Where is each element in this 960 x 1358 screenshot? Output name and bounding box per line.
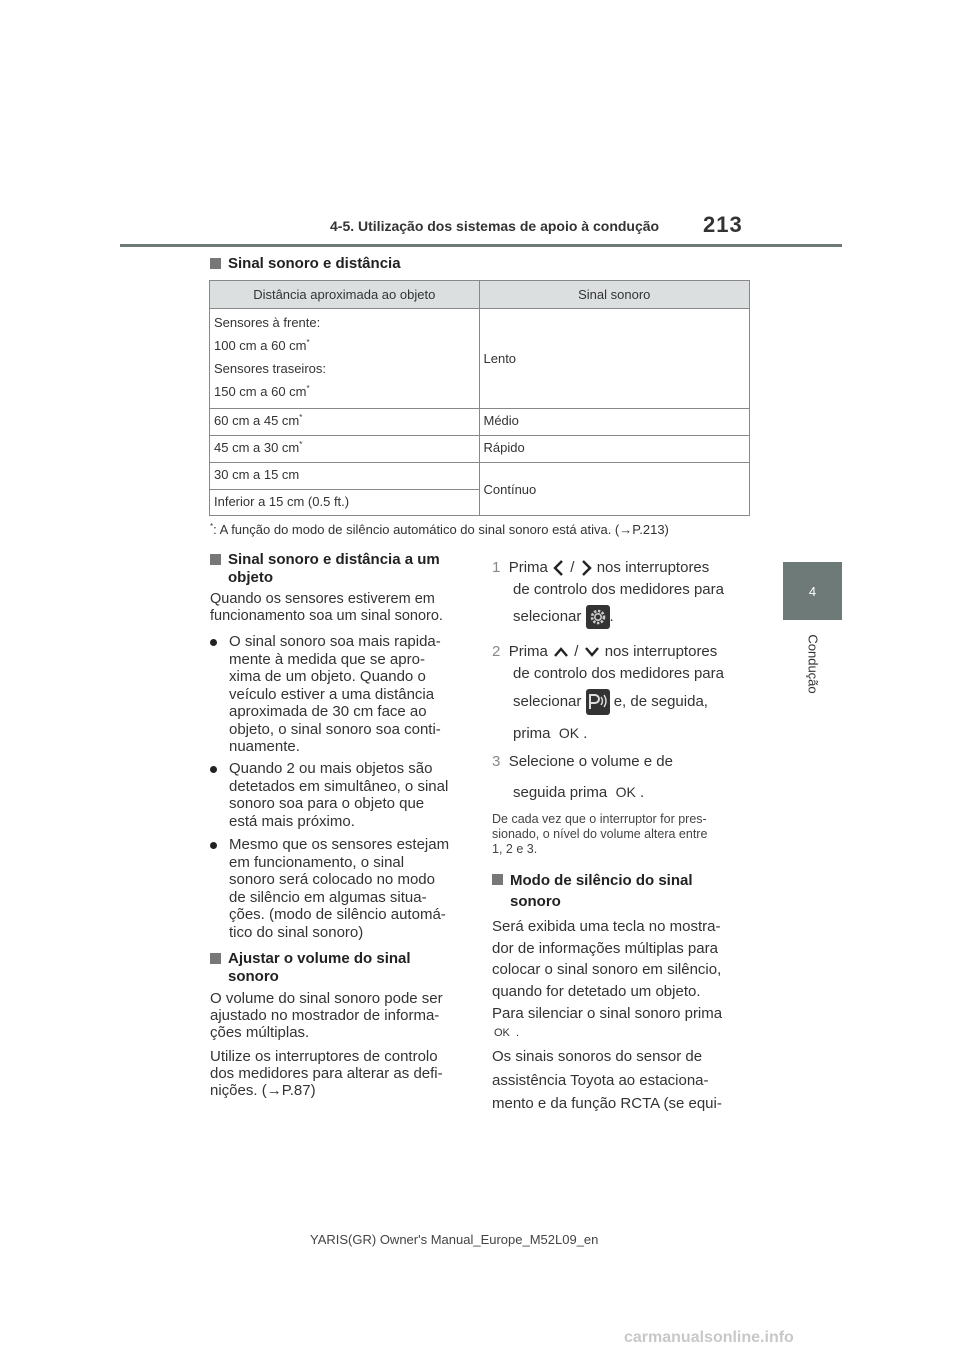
step-3-line2: seguida prima OK . — [513, 784, 645, 801]
ok-button-glyph: OK — [558, 725, 580, 741]
heading-adjust-volume: Ajustar o volume do sinal sonoro — [210, 950, 470, 986]
heading-silence-mode: Modo de silêncio do sinal sonoro — [492, 870, 752, 912]
bullet-dot-icon — [210, 842, 217, 849]
table-cell: Inferior a 15 cm (0.5 ft.) — [210, 490, 480, 516]
chapter-tab: 4 — [783, 562, 842, 620]
sensor-paragraph: Os sinais sonoros do sensor de assistência Toyota ao estaciona- mento e da função RCTA (se equi- — [492, 1048, 722, 1113]
bullet-dot-icon — [210, 639, 217, 646]
table-cell: Rápido — [479, 436, 750, 463]
bullet-dot-icon — [210, 766, 217, 773]
chevron-down-icon — [583, 644, 601, 660]
square-bullet-icon — [210, 554, 221, 565]
table-cell: 30 cm a 15 cm — [210, 463, 480, 490]
ok-button-glyph: OK — [615, 784, 636, 800]
step-1-line2: de controlo dos medidores para — [513, 581, 724, 598]
table-heading: Sinal sonoro e distância — [210, 255, 510, 273]
step-2: 2 Prima / nos interruptores — [492, 643, 718, 660]
list-item: O sinal sonoro soa mais rapida- mente à medida que se apro- xima de um objeto. Quando o veículo estiver a uma distância aproximada de 30 cm face ao objeto, o sinal sonoro soa conti- nuamente. — [210, 633, 470, 756]
table-cell: 60 cm a 45 cm* — [210, 409, 480, 436]
table-cell: Médio — [479, 409, 750, 436]
list-item: Quando 2 ou mais objetos são detetados em simultâneo, o sinal sonoro soa para o objeto que está mais próximo. — [210, 760, 470, 830]
step-2-line4: prima OK . — [513, 725, 588, 742]
ok-inline: OK . — [494, 1027, 520, 1039]
silence-paragraph: Será exibida uma tecla no mostra- dor de informações múltiplas para colocar o sinal sonoro em silêncio, quando for detetado um objeto. Para silenciar o sinal sonoro prima — [492, 918, 723, 1022]
table-cell: Sensores à frente: 100 cm a 60 cm* Sensores traseiros: 150 cm a 60 cm* — [210, 309, 480, 409]
table-cell: Lento — [479, 309, 750, 409]
step-3: 3 Selecione o volume e de — [492, 753, 673, 770]
step-1: 1 Prima / nos interruptores — [492, 558, 709, 578]
step-1-line3: selecionar . — [513, 605, 614, 629]
table-cell: Contínuo — [479, 463, 750, 516]
page-footer: YARIS(GR) Owner's Manual_Europe_M52L09_en — [310, 1232, 599, 1247]
table-cell: 45 cm a 30 cm* — [210, 436, 480, 463]
header-rule — [120, 244, 842, 247]
square-bullet-icon — [210, 258, 221, 269]
step-2-line3: selecionar e, de seguida, — [513, 689, 708, 715]
parking-sensor-icon — [586, 689, 610, 715]
chevron-left-icon — [552, 558, 566, 578]
volume-note: De cada vez que o interruptor for pres- sionado, o nível do volume altera entre 1, 2 e 3. — [492, 812, 708, 856]
square-bullet-icon — [210, 953, 221, 964]
chapter-label-text: Condução — [805, 634, 820, 694]
table-row — [210, 436, 750, 463]
chevron-up-icon — [552, 644, 570, 660]
table-row — [210, 463, 750, 490]
controls-paragraph: Utilize os interruptores de controlo dos medidores para alterar as defi- nições. (→P.87) — [210, 1048, 443, 1099]
intro-paragraph: Quando os sensores estiverem em funcionamento soa um sinal sonoro. — [210, 591, 443, 624]
table-row — [210, 409, 750, 436]
table-row — [210, 309, 750, 409]
chapter-label — [783, 628, 842, 708]
watermark: carmanualsonline.info — [624, 1329, 794, 1346]
chevron-right-icon — [579, 558, 593, 578]
square-bullet-icon — [492, 874, 503, 885]
volume-paragraph: O volume do sinal sonoro pode ser ajustado no mostrador de informa- ções múltiplas. — [210, 990, 443, 1041]
ok-button-glyph: OK — [494, 1027, 510, 1039]
section-title: 4-5. Utilização dos sistemas de apoio à condução — [330, 218, 660, 234]
column-header: Sinal sonoro — [479, 281, 750, 309]
column-header: Distância aproximada ao objeto — [210, 281, 480, 309]
gear-settings-icon — [586, 605, 610, 629]
table-footnote: *: A função do modo de silêncio automático do sinal sonoro está ativa. (→P.213) — [210, 522, 669, 537]
list-item: Mesmo que os sensores estejam em funcionamento, o sinal sonoro será colocado no modo de silêncio em algumas situa- ções. (modo de silêncio automá- tico do sinal sonoro) — [210, 836, 470, 941]
heading-beep-distance-object: Sinal sonoro e distância a um objeto — [210, 551, 470, 587]
beep-distance-table — [209, 280, 750, 516]
step-2-line2: de controlo dos medidores para — [513, 665, 724, 682]
table-header-row — [210, 281, 750, 309]
page-number: 213 — [703, 212, 743, 237]
